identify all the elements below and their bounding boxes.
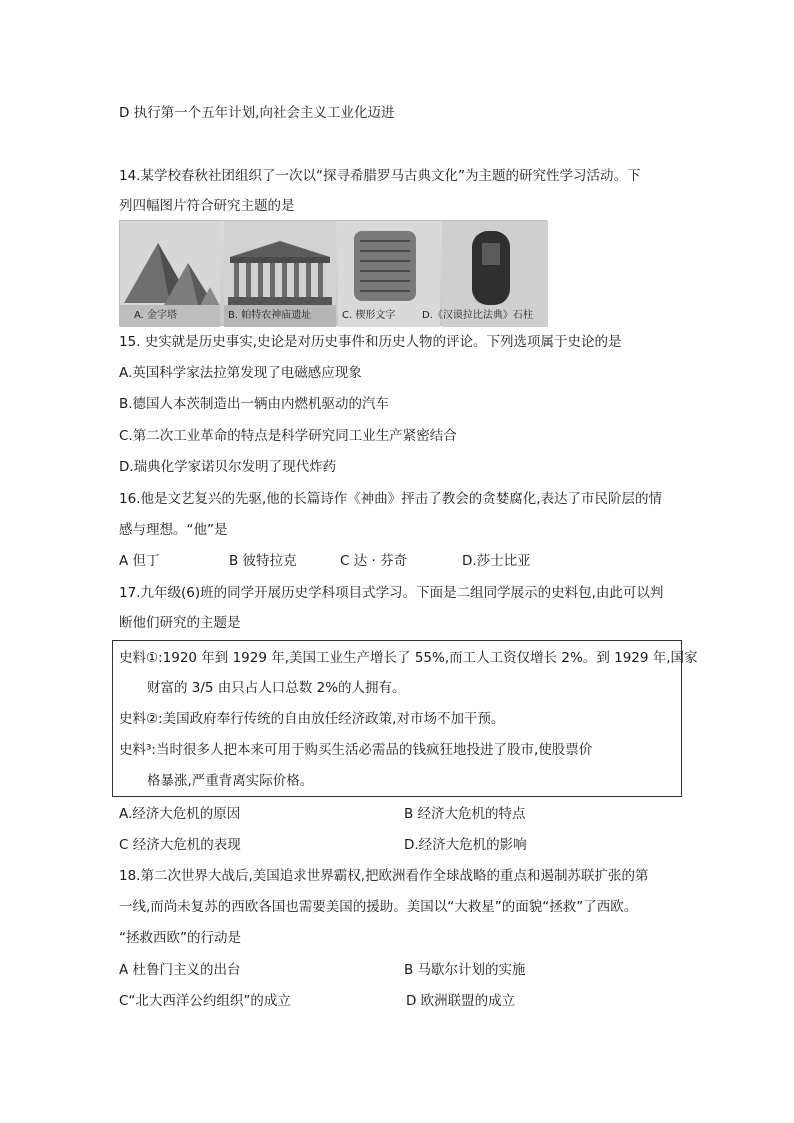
q13-option-d: D 执行第一个五年计划,向社会主义工业化迈进	[119, 105, 395, 121]
q17-stem-line1: 17.九年级(6)班的同学开展历史学科项目式学习。下面是二组同学展示的史料包,由此可以判	[119, 585, 664, 601]
q14-stem-line2: 列四幅图片符合研究主题的是	[119, 198, 295, 214]
q14-image-strip	[119, 220, 547, 326]
material-2: 史料②:美国政府奉行传统的自由放任经济政策,对市场不加干预。	[119, 711, 505, 727]
caption-d: D.《汉谟拉比法典》石柱	[422, 310, 533, 321]
q18-stem-line2: 一线,而尚未复苏的西欧各国也需要美国的援助。美国以“大救星”的面貌“拯救”了西欧。	[119, 899, 638, 915]
q18-stem-line3: “拯救西欧”的行动是	[119, 930, 241, 946]
q15-option-b: B.德国人本茨制造出一辆由内燃机驱动的汽车	[119, 396, 390, 412]
material-3-line2: 格暴涨,严重背离实际价格。	[147, 773, 314, 789]
caption-c: C. 楔形文字	[342, 310, 396, 321]
caption-b: B. 帕特农神庙遗址	[228, 310, 312, 321]
q15-stem: 15. 史实就是历史事实,史论是对历史事件和历史人物的评论。下列选项属于史论的是	[119, 334, 622, 350]
q16-stem-line2: 感与理想。“他”是	[119, 522, 228, 538]
q18-option-b: B 马歇尔计划的实施	[404, 962, 526, 978]
q16-option-d: D.莎士比亚	[462, 553, 531, 569]
material-1-line1: 史料①:1920 年到 1929 年,美国工业生产增长了 55%,而工人工资仅增长 2%。到 1929 年,国家	[119, 650, 698, 666]
q14-stem-line1: 14.某学校春秋社团组织了一次以“探寻希腊罗马古典文化”为主题的研究性学习活动。下	[119, 168, 641, 184]
material-1-line2: 财富的 3/5 由只占人口总数 2%的人拥有。	[147, 680, 406, 696]
q17-option-a: A.经济大危机的原因	[119, 806, 241, 822]
q18-option-a: A 杜鲁门主义的出台	[119, 962, 241, 978]
q17-stem-line2: 断他们研究的主题是	[119, 615, 241, 631]
q18-option-c: C“北大西洋公约组织”的成立	[119, 993, 291, 1009]
q16-option-a: A 但丁	[119, 553, 160, 569]
q15-option-d: D.瑞典化学家诺贝尔发明了现代炸药	[119, 459, 337, 475]
q17-option-b: B 经济大危机的特点	[404, 806, 526, 822]
material-3-line1: 史料³:当时很多人把本来可用于购买生活必需品的钱疯狂地投进了股市,使股票价	[119, 742, 593, 758]
q17-option-d: D.经济大危机的影响	[404, 837, 527, 853]
q18-option-d: D 欧洲联盟的成立	[406, 993, 516, 1009]
q16-option-c: C 达 · 芬奇	[340, 553, 408, 569]
q16-option-b: B 彼特拉克	[229, 553, 297, 569]
q18-stem-line1: 18.第二次世界大战后,美国追求世界霸权,把欧洲看作全球战略的重点和遏制苏联扩张的第	[119, 868, 649, 884]
q16-stem-line1: 16.他是文艺复兴的先驱,他的长篇诗作《神曲》抨击了教会的贪婪腐化,表达了市民阶层的情	[119, 491, 663, 507]
caption-a: A. 金字塔	[134, 310, 178, 321]
q15-option-c: C.第二次工业革命的特点是科学研究同工业生产紧密结合	[119, 428, 457, 444]
q15-option-a: A.英国科学家法拉第发现了电磁感应现象	[119, 365, 362, 381]
q17-option-c: C 经济大危机的表现	[119, 837, 241, 853]
